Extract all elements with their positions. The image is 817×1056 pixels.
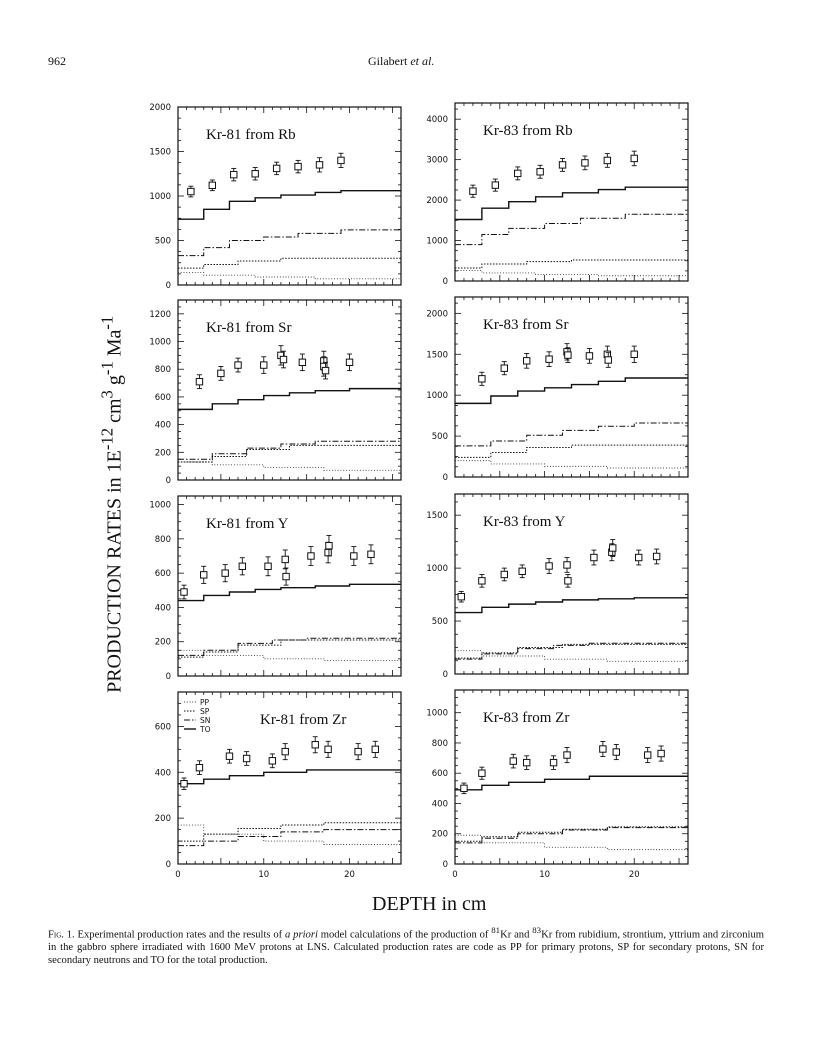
data-point	[283, 573, 289, 579]
x-tick-label: 10	[539, 870, 551, 880]
data-point	[479, 376, 485, 382]
series-pp	[178, 273, 401, 279]
data-point	[209, 182, 215, 188]
series-sn	[455, 214, 688, 244]
y-tick-label: 2000	[149, 103, 171, 113]
data-point	[243, 755, 249, 761]
data-point	[565, 578, 571, 584]
series-to	[178, 191, 401, 219]
author-name: Gilabert	[368, 54, 411, 68]
data-point	[269, 758, 275, 764]
legend-label: TO	[200, 725, 211, 734]
y-tick-label: 0	[442, 473, 448, 483]
series-sp	[455, 445, 688, 457]
data-point	[273, 165, 279, 171]
series-to	[455, 187, 688, 219]
data-point	[550, 759, 556, 765]
y-tick-label: 1000	[426, 236, 448, 247]
series-pp	[178, 825, 401, 844]
data-point	[218, 370, 224, 376]
data-point	[265, 563, 271, 569]
y-tick-label: 400	[154, 603, 171, 614]
x-axis-label: DEPTH in cm	[372, 893, 487, 915]
data-point	[600, 746, 606, 752]
panel-6	[426, 494, 688, 680]
series-sp	[178, 258, 401, 268]
data-point	[188, 188, 194, 194]
data-point	[523, 358, 529, 364]
series-to	[178, 584, 401, 600]
data-point	[586, 353, 592, 359]
y-tick-label: 0	[165, 860, 171, 870]
data-point	[610, 545, 616, 551]
data-point	[282, 748, 288, 754]
series-sn	[455, 828, 688, 843]
x-tick-label: 20	[628, 870, 640, 880]
panel-7	[155, 692, 401, 880]
y-tick-label: 500	[431, 617, 448, 628]
panel-4	[426, 297, 688, 483]
y-axis-label: PRODUCTION RATES in $1E^{-12}$ $cm^3$ $g^{-1}$ $Ma^{-1}$	[97, 315, 126, 693]
series-pp	[178, 462, 401, 470]
data-point	[326, 543, 332, 549]
data-point	[372, 746, 378, 752]
page-number: 962	[48, 54, 66, 68]
data-point	[325, 746, 331, 752]
series-pp	[455, 270, 688, 275]
y-tick-label: 400	[431, 799, 448, 810]
data-point	[510, 758, 516, 764]
y-tick-label: 1000	[426, 391, 448, 402]
series-sp	[178, 640, 401, 657]
y-tick-label: 200	[431, 829, 448, 840]
data-point	[636, 554, 642, 560]
panel-title: Kr-81 from Rb	[206, 127, 296, 143]
series-sn	[178, 830, 401, 846]
y-tick-label: 500	[431, 432, 448, 443]
data-point	[479, 770, 485, 776]
y-tick-label: 400	[154, 420, 171, 431]
legend-label: SN	[200, 716, 211, 725]
y-tick-label: 800	[154, 534, 171, 545]
series-sn	[455, 423, 688, 446]
y-tick-label: 1000	[149, 337, 171, 348]
data-point	[546, 356, 552, 362]
y-tick-label: 4000	[426, 115, 448, 126]
y-tick-label: 1500	[426, 511, 448, 522]
x-tick-label: 20	[344, 870, 355, 880]
data-point	[501, 571, 507, 577]
series-pp	[455, 651, 688, 662]
data-point	[537, 169, 543, 175]
y-tick-label: 1500	[149, 147, 171, 158]
data-point	[564, 752, 570, 758]
y-tick-label: 3000	[426, 155, 448, 166]
caption-label: Fig. 1.	[48, 929, 75, 941]
y-tick-label: 200	[154, 637, 171, 648]
data-point	[519, 568, 525, 574]
panel-1	[149, 103, 401, 291]
data-point	[631, 155, 637, 161]
data-point	[631, 351, 637, 357]
legend-label: SP	[200, 707, 210, 716]
series-pp	[455, 461, 688, 468]
y-tick-label: 200	[154, 448, 171, 459]
data-point	[458, 594, 464, 600]
series-to	[455, 378, 688, 403]
y-tick-label: 200	[154, 814, 171, 825]
legend	[184, 698, 211, 734]
data-point	[355, 748, 361, 754]
data-point	[559, 162, 565, 168]
data-point	[312, 742, 318, 748]
y-tick-label: 800	[431, 738, 448, 749]
panel-3	[149, 300, 401, 486]
data-point	[295, 163, 301, 169]
legend-label: PP	[200, 698, 210, 707]
data-point	[231, 171, 237, 177]
data-point	[470, 188, 476, 194]
data-point	[181, 781, 187, 787]
data-point	[280, 356, 286, 362]
y-tick-label: 0	[165, 672, 171, 682]
y-tick-label: 600	[154, 569, 171, 580]
y-tick-label: 0	[442, 670, 448, 680]
data-point	[222, 570, 228, 576]
panel-8	[426, 690, 688, 880]
panel-title: Kr-83 from Rb	[483, 123, 573, 139]
y-tick-label: 0	[442, 277, 448, 287]
y-tick-label: 500	[154, 236, 171, 247]
series-to	[455, 776, 688, 790]
data-point	[201, 572, 207, 578]
y-tick-label: 2000	[426, 196, 448, 207]
data-point	[181, 589, 187, 595]
x-tick-label: 0	[175, 870, 181, 880]
series-to	[178, 770, 401, 784]
data-point	[546, 563, 552, 569]
y-tick-label: 1000	[149, 500, 171, 511]
series-pp	[455, 835, 688, 849]
data-point	[368, 551, 374, 557]
y-tick-label: 1200	[149, 309, 171, 320]
data-point	[644, 752, 650, 758]
series-sn	[178, 230, 401, 256]
panel-title: Kr-83 from Sr	[483, 317, 569, 333]
y-tick-label: 0	[165, 476, 171, 486]
series-sp	[455, 260, 688, 268]
data-point	[565, 352, 571, 358]
data-point	[322, 367, 328, 373]
data-point	[316, 162, 322, 168]
y-tick-label: 600	[154, 392, 171, 403]
series-to	[178, 389, 401, 410]
y-tick-label: 1000	[426, 564, 448, 575]
series-pp	[178, 650, 401, 660]
data-point	[261, 362, 267, 368]
data-point	[479, 578, 485, 584]
series-sn	[178, 638, 401, 655]
series-sp	[178, 445, 401, 462]
data-point	[235, 362, 241, 368]
data-point	[252, 171, 258, 177]
data-point	[653, 553, 659, 559]
panel-2	[426, 103, 688, 287]
data-point	[515, 170, 521, 176]
panel-title: Kr-83 from Zr	[483, 710, 570, 726]
data-point	[613, 749, 619, 755]
panel-title: Kr-81 from Sr	[206, 320, 292, 336]
y-tick-label: 1000	[426, 708, 448, 719]
data-point	[239, 563, 245, 569]
data-point	[282, 556, 288, 562]
data-point	[196, 764, 202, 770]
series-sp	[455, 827, 688, 841]
data-point	[658, 750, 664, 756]
data-point	[582, 160, 588, 166]
data-point	[591, 554, 597, 560]
series-to	[455, 598, 688, 613]
panel-title: Kr-81 from Zr	[260, 712, 347, 728]
x-tick-label: 10	[258, 870, 270, 880]
y-tick-label: 600	[431, 769, 448, 780]
data-point	[564, 562, 570, 568]
data-point	[226, 753, 232, 759]
series-sp	[178, 823, 401, 841]
y-tick-label: 800	[154, 365, 171, 376]
y-tick-label: 1500	[426, 350, 448, 361]
data-point	[604, 157, 610, 163]
data-point	[196, 378, 202, 384]
series-sp	[455, 644, 688, 658]
y-tick-label: 1000	[149, 192, 171, 202]
data-point	[308, 553, 314, 559]
data-point	[346, 359, 352, 365]
author-etal: et al.	[410, 54, 435, 68]
y-tick-label: 2000	[426, 309, 448, 320]
panel-5	[149, 496, 401, 682]
data-point	[461, 785, 467, 791]
series-sn	[178, 441, 401, 459]
y-tick-label: 0	[442, 860, 448, 870]
data-point	[299, 359, 305, 365]
y-tick-label: 400	[154, 768, 171, 779]
data-point	[351, 553, 357, 559]
data-point	[338, 157, 344, 163]
y-tick-label: 600	[154, 722, 171, 733]
data-point	[605, 357, 611, 363]
y-tick-label: 0	[165, 281, 171, 291]
data-point	[325, 549, 331, 555]
figure-caption: Fig. 1. Experimental production rates and the results of a priori model calculations of the production of $^{81}$Kr and $^{83}$Kr from rubidium, strontium, yttrium and zirconium in the gabbro sphere irradiated with 1600 MeV protons at LNS. Calculated production rates are code as PP for primary protons, SP for secondary protons, SN for secondary neutrons and TO for the total production.	[48, 925, 764, 966]
series-sn	[455, 643, 688, 659]
data-point	[492, 182, 498, 188]
panel-title: Kr-83 from Y	[483, 514, 566, 530]
x-tick-label: 0	[452, 870, 458, 880]
panel-title: Kr-81 from Y	[206, 516, 289, 532]
data-point	[523, 759, 529, 765]
data-point	[501, 365, 507, 371]
